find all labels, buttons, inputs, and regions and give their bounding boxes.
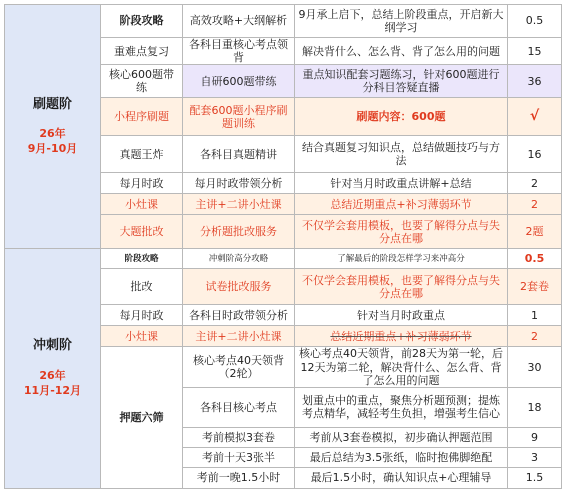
desc-cell: 划重点中的重点，聚焦分析题预测；提炼考点精华，减轻考生负担，增强考生信心 [295,387,508,427]
table-row [5,5,562,38]
desc-cell: 针对当月时政重点 [295,305,508,326]
stage-time: 26年 9月-10月 [27,127,78,156]
desc-cell: 总结近期重点+补习薄弱环节 [295,194,508,215]
desc-cell: 针对当月时政重点讲解+总结 [295,173,508,194]
module-cell: 小程序刷题 [101,98,183,136]
content-cell: 考前十天3张半 [183,447,295,467]
content-cell: 高效攻略+大纲解析 [183,5,295,38]
desc-cell: 刷题内容：600题 [295,98,508,136]
desc-cell: 总结近期重点+补习薄弱环节 [295,326,508,347]
desc-cell: 9月承上启下，总结上阶段重点，开启新大纲学习 [295,5,508,38]
desc-cell: 结合真题复习知识点，总结做题技巧与方法 [295,136,508,173]
count-cell: 2题 [508,215,562,249]
count-cell: √ [508,98,562,136]
content-cell: 各科目核心考点 [183,387,295,427]
count-cell: 1.5 [508,467,562,488]
module-cell: 批改 [101,269,183,305]
desc-cell: 不仅学会套用模板，也要了解得分点与失分点在哪 [295,269,508,305]
module-cell-yati: 押题六筛 [101,347,183,489]
count-cell: 36 [508,65,562,98]
desc-cell: 重点知识配套习题练习，针对600题进行分科目答疑直播 [295,65,508,98]
count-cell: 16 [508,136,562,173]
count-cell: 30 [508,347,562,388]
content-cell: 自研600题带练 [183,65,295,98]
count-cell: 2 [508,173,562,194]
stage-name: 刷题阶 [32,96,72,112]
content-cell: 配套600题小程序刷题训练 [183,98,295,136]
content-cell: 试卷批改服务 [183,269,295,305]
content-cell: 每月时政带领分析 [183,173,295,194]
count-cell: 1 [508,305,562,326]
desc-cell: 最后1.5小时，确认知识点+心理辅导 [295,467,508,488]
module-cell: 阶段攻略 [101,5,183,38]
module-cell: 大题批改 [101,215,183,249]
desc-cell: 核心考点40天领背，前28天为第一轮，后12天为第二轮，解决背什么、怎么背、背了怎么用的问题 [295,347,508,388]
content-cell: 核心考点40天领背（2轮） [183,347,295,388]
content-cell: 考前模拟3套卷 [183,427,295,447]
count-cell: 15 [508,38,562,65]
content-cell: 各科目时政带领分析 [183,305,295,326]
content-cell: 分析题批改服务 [183,215,295,249]
count-cell: 9 [508,427,562,447]
stage-cell-chongci [5,249,101,489]
content-cell: 各科目重核心考点领背 [183,38,295,65]
desc-cell: 考前从3套卷模拟，初步确认押题范围 [295,427,508,447]
schedule-table [4,4,562,489]
module-cell: 阶段攻略 [101,249,183,269]
count-cell: 2套卷 [508,269,562,305]
content-cell: 冲刺阶高分攻略 [183,249,295,269]
module-cell: 每月时政 [101,305,183,326]
stage-name: 冲刺阶 [32,338,72,354]
module-cell: 核心600题带练 [101,65,183,98]
desc-cell: 解决背什么、怎么背、背了怎么用的问题 [295,38,508,65]
module-cell: 小灶课 [101,194,183,215]
module-cell: 重难点复习 [101,38,183,65]
content-cell: 主讲+二讲小灶课 [183,194,295,215]
count-cell: 2 [508,326,562,347]
module-cell: 真题王炸 [101,136,183,173]
desc-cell: 不仅学会套用模板，也要了解得分点与失分点在哪 [295,215,508,249]
count-cell: 0.5 [508,249,562,269]
stage-time: 26年 11月-12月 [23,369,82,398]
count-cell: 2 [508,194,562,215]
content-cell: 考前一晚1.5小时 [183,467,295,488]
count-cell: 18 [508,387,562,427]
count-cell: 3 [508,447,562,467]
desc-cell: 了解最后的阶段怎样学习来冲高分 [295,249,508,269]
count-cell: 0.5 [508,5,562,38]
table-row [5,249,562,269]
stage-cell-shuati [5,5,101,249]
desc-cell: 最后总结为3.5张纸，临时抱佛脚绝配 [295,447,508,467]
module-cell: 每月时政 [101,173,183,194]
content-cell: 主讲+二讲小灶课 [183,326,295,347]
content-cell: 各科目真题精讲 [183,136,295,173]
module-cell: 小灶课 [101,326,183,347]
